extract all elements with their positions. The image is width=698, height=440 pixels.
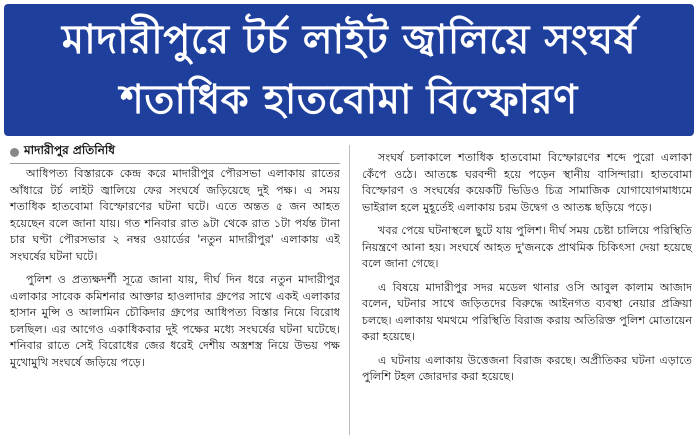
headline-line-1: মাদারীপুরে টর্চ লাইট জ্বালিয়ে সংঘর্ষ (61, 17, 637, 63)
paragraph: পুলিশ ও প্রত্যক্ষদর্শী সূত্রে জানা যায়, দীর্ঘ দিন ধরে নতুন মাদারীপুর এলাকার সাবেক কমিশনার আক্তার হাওলাদার গ্রুপের সাথে একই এলাকার হাসান মুন্সি ও আলামিন চৌকিদার গ্রুপের আধিপত্য বিস্তার নিয়ে বিরোধ চলছিল। এর আগেও একাধিকবার দুই পক্ষের মধ্যে সংঘর্ষের ঘটনা ঘটেছে। শনিবার রাতে সেই বিরোধের জের ধরেই দেশীয় অস্ত্রশস্ত্র নিয়ে উভয় পক্ষ মুখোমুখি সংঘর্ষে জড়িয়ে পড়ে। (10, 273, 340, 369)
paragraph: আধিপত্য বিস্তারকে কেন্দ্র করে মাদারীপুর পৌরসভা এলাকায় রাতের আঁধারে টর্চ লাইট জ্বালিয়ে ফের সংঘর্ষে জড়িয়েছে দুই পক্ষ। এ সময় শতাধিক হাতবোমা বিস্ফোরণের ঘটনা ঘটে। এতে অন্তত ৫ জন আহত হয়েছেন বলে জানা যায়। গত শনিবার রাত ৯টা থেকে রাত ১টা পর্যন্ত টানা চার ঘণ্টা পৌরসভার ২ নম্বর ওয়ার্ডের 'নতুন মাদারীপুর' এলাকায় এই সংঘর্ষের ঘটনা ঘটে। (10, 167, 340, 263)
paragraph: সংঘর্ষ চলাকালে শতাধিক হাতবোমা বিস্ফোরণের শব্দে পুরো এলাকা কেঁপে ওঠে। আতঙ্কে ঘরবন্দী হয়ে পড়েন স্থানীয় বাসিন্দারা। হাতবোমা বিস্ফোরণ ও সংঘর্ষের কয়েকটি ভিডিও চিত্র সামাজিক যোগাযোগমাধ্যমে ভাইরাল হলে মুহূর্তেই এলাকায় চরম উদ্বেগ ও আতঙ্ক ছড়িয়ে পড়ে। (362, 151, 692, 214)
right-column (362, 150, 692, 393)
byline (10, 143, 115, 161)
headline-line-2: শতাধিক হাতবোমা বিস্ফোরণ (120, 77, 578, 123)
paragraph: খবর পেয়ে ঘটনাস্থলে ছুটে যায় পুলিশ। দীর্ঘ সময় চেষ্টা চালিয়ে পরিস্থিতি নিয়ন্ত্রণে আনা হয়। সংঘর্ষে আহত দু'জনকে প্রাথমিক চিকিৎসা দেয়া হয়েছে বলে জানা গেছে। (362, 224, 692, 270)
byline-rule (10, 163, 340, 164)
bullet-icon (10, 148, 19, 157)
paragraph: এ ঘটনায় এলাকায় উত্তেজনা বিরাজ করছে। অপ্রীতিকর ঘটনা এড়াতে পুলিশি টহল জোরদার করা হয়েছে। (362, 353, 692, 383)
left-column (10, 166, 340, 378)
headline-banner (4, 4, 694, 136)
byline-text: মাদারীপুর প্রতিনিধি (24, 143, 116, 157)
paragraph: এ বিষয়ে মাদারীপুর সদর মডেল থানার ওসি আবুল কালাম আজাদ বলেন, ঘটনার সাথে জড়িতদের বিরুদ্ধে আইনগত ব্যবস্থা নেয়ার প্রক্রিয়া চলছে। এলাকায় থমথমে পরিস্থিতি বিরাজ করায় অতিরিক্ত পুলিশ মোতায়েন করা হয়েছে। (362, 280, 692, 343)
column-divider (349, 145, 350, 435)
